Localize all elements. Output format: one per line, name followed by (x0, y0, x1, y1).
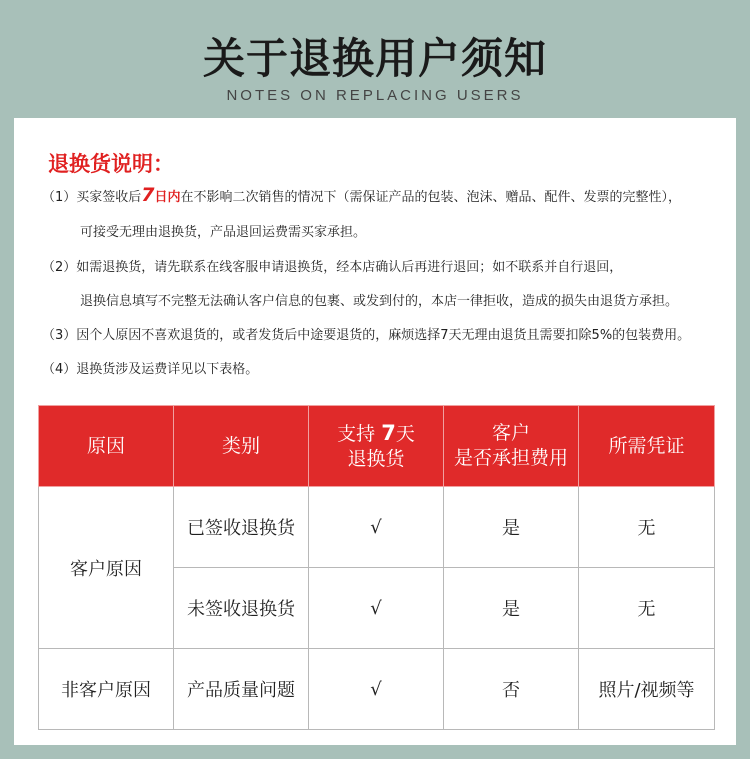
note-1-days-number: 7 (141, 184, 155, 206)
cell-customer-reason: 客户原因 (39, 487, 174, 649)
header-support-c: 退换货 (347, 447, 405, 470)
header-customer-bears-cost (444, 406, 579, 487)
header-reason: 原因 (39, 406, 174, 487)
cell-r3-proof: 照片/视频等 (579, 649, 715, 730)
header-bear-a: 客户 (491, 422, 530, 444)
cell-r2-proof: 无 (579, 568, 715, 649)
table-row (39, 487, 715, 568)
header-category: 类别 (174, 406, 309, 487)
note-1-days-unit: 日内 (154, 190, 181, 205)
note-1-prefix: （1）买家签收后 (42, 190, 142, 205)
note-1-rest: 在不影响二次销售的情况下（需保证产品的包装、泡沫、赠品、配件、发票的完整性）， (180, 190, 682, 205)
cell-r2-bear: 是 (444, 568, 579, 649)
note-1-continued: 可接受无理由退换货，产品退回运费需买家承担。 (80, 225, 367, 240)
page-header (14, 14, 736, 114)
cell-r3-bear: 否 (444, 649, 579, 730)
cell-r3-category: 产品质量问题 (174, 649, 309, 730)
cell-r2-category: 未签收退换货 (174, 568, 309, 649)
note-2: （2）如需退换货，请先联系在线客服申请退换货，经本店确认后再进行退回；如不联系并自行退回， (42, 260, 623, 275)
cell-r3-support-check: √ (309, 649, 444, 730)
cell-r1-proof: 无 (579, 487, 715, 568)
cell-r1-bear: 是 (444, 487, 579, 568)
note-1 (42, 186, 681, 207)
cell-r1-category: 已签收退换货 (174, 487, 309, 568)
header-bear-b: 是否承担费用 (453, 447, 568, 469)
content-panel (14, 118, 736, 745)
header-support-number: 7 (381, 420, 396, 445)
section-title: 退换货说明： (48, 152, 174, 176)
page-title: 关于退换用户须知 (202, 34, 547, 83)
cell-r1-support-check: √ (309, 487, 444, 568)
table-header-row (39, 406, 715, 487)
page-subtitle: NOTES ON REPLACING USERS (226, 87, 524, 104)
table-row (39, 649, 715, 730)
cell-r2-support-check: √ (309, 568, 444, 649)
return-policy-table (38, 405, 715, 730)
header-support-7-days (309, 406, 444, 487)
header-proof: 所需凭证 (579, 406, 715, 487)
note-3: （3）因个人原因不喜欢退货的，或者发货后中途要退货的，麻烦选择7天无理由退货且需要扣除5%的包装费用。 (42, 328, 691, 343)
header-support-b: 天 (395, 422, 415, 445)
note-4: （4）退换货涉及运费详见以下表格。 (42, 362, 259, 377)
note-2-continued: 退换信息填写不完整无法确认客户信息的包裹、或发到付的，本店一律拒收，造成的损失由退货方承担。 (80, 294, 679, 309)
cell-non-customer-reason: 非客户原因 (39, 649, 174, 730)
header-support-a: 支持 (337, 422, 376, 445)
